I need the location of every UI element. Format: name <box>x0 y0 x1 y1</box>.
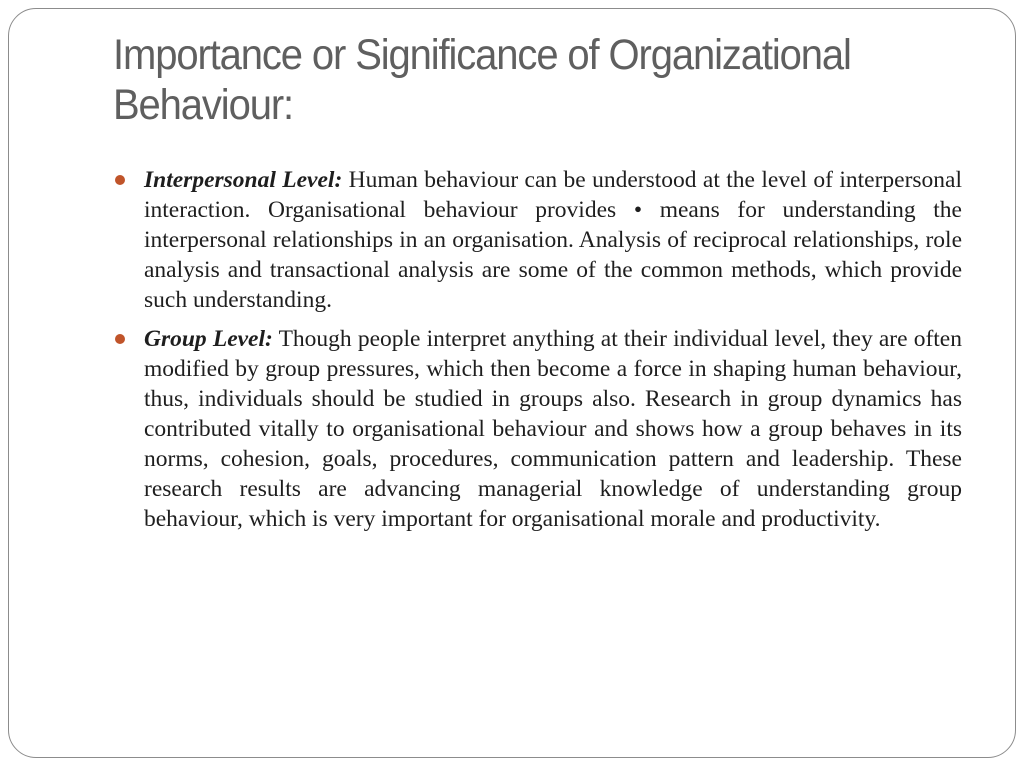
bullet-text: Human behaviour can be understood at the level of interpersonal interaction. Organisational behaviour provides • means for understanding the interpersonal relationships in an organisation. Analysis of reciprocal relationships, role analysis and transactional analysis are some of the common methods, which provide such understanding. <box>144 167 963 313</box>
bullet-item-group-level <box>114 324 962 534</box>
bullet-heading: Group Level: <box>144 326 273 352</box>
bullet-dot-icon <box>115 334 125 344</box>
bullet-text: Though people interpret anything at their individual level, they are often modified by group pressures, which then become a force in shaping human behaviour, thus, individuals should be studied in groups also. Research in group dynamics has contributed vitally to organisational behaviour and shows how a group behaves in its norms, cohesion, goals, procedures, communication pattern and leadership. These research results are advancing managerial knowledge of understanding group behaviour, which is very important for organisational morale and productivity. <box>144 326 962 532</box>
bullet-item-interpersonal-level <box>114 165 962 315</box>
bullet-dot-icon <box>115 175 125 185</box>
slide-title: Importance or Significance of Organizational Behaviour: <box>113 31 851 129</box>
bullet-list <box>114 165 962 543</box>
bullet-heading: Interpersonal Level: <box>144 167 343 193</box>
